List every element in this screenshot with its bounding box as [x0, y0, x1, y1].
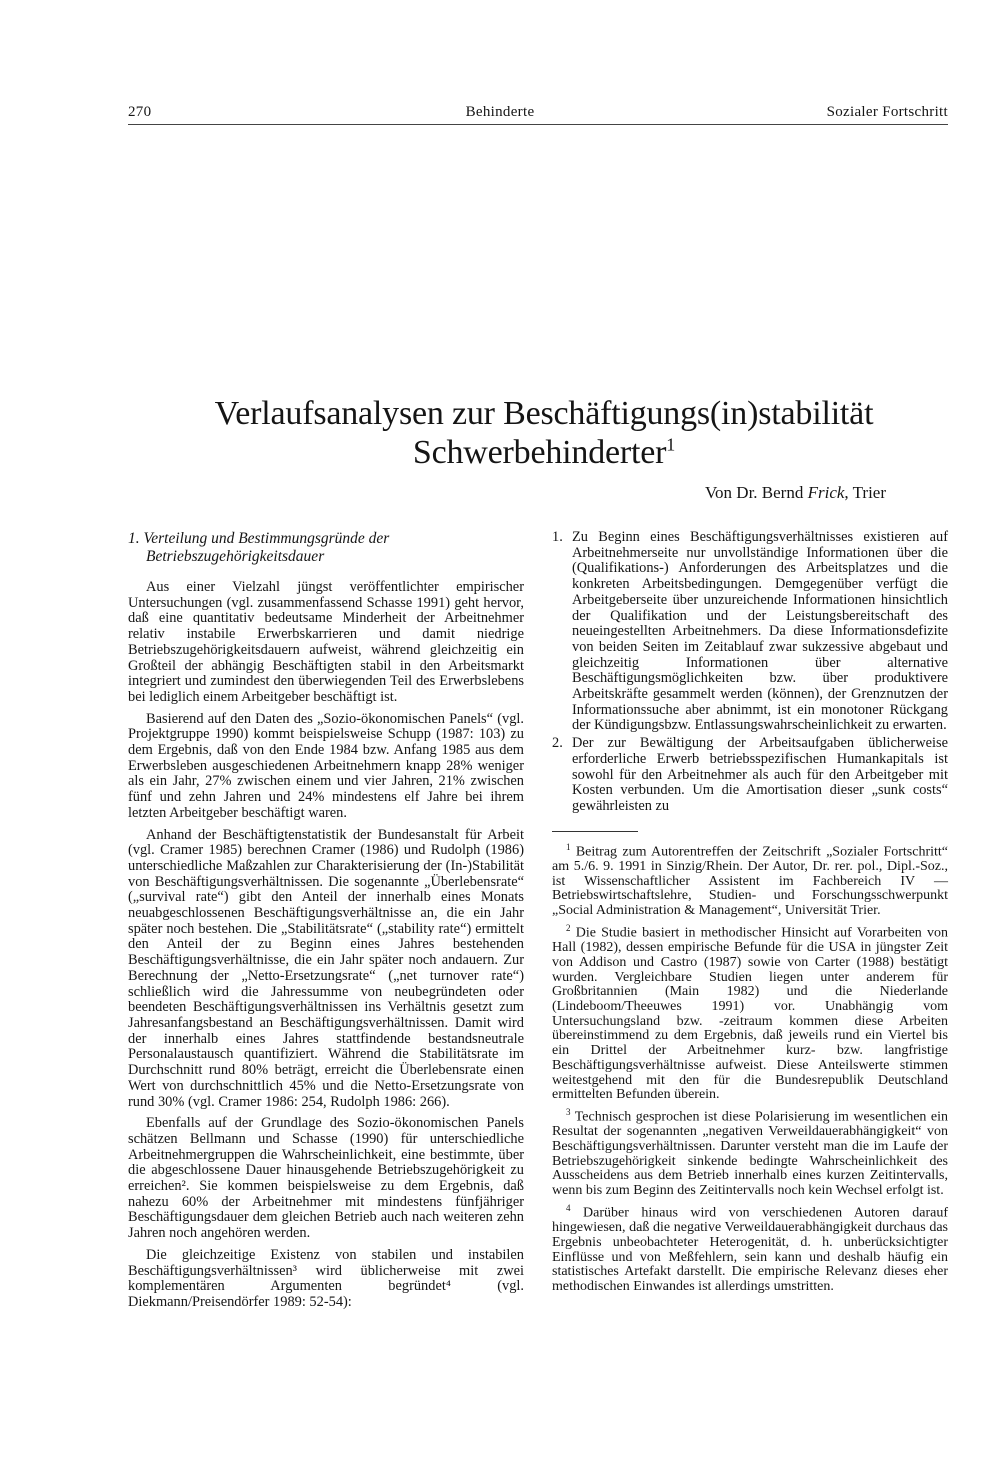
footnote-text: Technisch gesprochen ist diese Polarisierung im wesentlichen ein Resultat der sogenannten „negativen Verweildauerabhängigkeit“ von Beschäftigungsverhältnissen. Darunter versteht man die im Laufe der Betriebszugehörigkeit sinkende bedingte Wahrscheinlichkeit des Ausscheidens aus dem Betrieb innerhalb eines kurzen Zeitintervalls, wenn bis zum Beginn des Zeitintervalls noch kein Wechsel erfolgt ist.: [552, 1109, 949, 1199]
list-item-text: Zu Beginn eines Beschäftigungsverhältnisses existieren auf Arbeitnehmerseite nur unvollständige Informationen über die (Qualifikations-) Anforderungen des Arbeitsplatzes und die konkreten Arbeitsbedingungen. Demgegenüber verfügt die Arbeitgeberseite über unzureichende Informationen hinsichtlich der Qualifikation und der Leistungsbereitschaft des neueingestellten Arbeitnehmers. Da diese Informationsdefizite von beiden Seiten im Zeitablauf zwar sukzessive abgebaut und gleichzeitig Informationen über alternative Beschäftigungsmöglichkeiten bzw. über produktivere Arbeitskräfte gesammelt werden (können), der Grenznutzen der Informationssuche aber abnimmt, ist ein monotoner Rückgang der Kündigungsbzw. Entlassungswahrscheinlichkeit zu erwarten.: [572, 529, 948, 734]
footnote: [552, 921, 948, 1103]
title-line-2: [120, 433, 968, 472]
paragraph-1: Aus einer Vielzahl jüngst veröffentlichter empirischer Untersuchungen (vgl. zusammenfassend Schasse 1991) geht hervor, daß eine quantitativ bedeutsame Minderheit der Arbeitnehmer relativ instabile Erwerbskarrieren und damit niedrige Betriebszugehörigkeitsdauern aufweist, während gleichzeitig ein Großteil der abhängig Beschäftigten stabil in den Arbeitsmarkt integriert und zumindest den überwiegenden Teil des Erwerbslebens bei lediglich einem Arbeitgeber beschäftigt ist.: [128, 579, 524, 705]
title-line-2-text: Schwerbehinderter: [412, 434, 667, 471]
footnote-mark: 2: [566, 922, 571, 933]
author-name: Frick: [807, 483, 845, 502]
list-item-number: 1.: [552, 529, 563, 545]
list-item-text: Der zur Bewältigung der Arbeitsaufgaben üblicherweise erforderliche Erwerb betriebsspezifischen Humankapitals ist sowohl für den Arbeitnehmer als auch für den Arbeitgeber mit Kosten verbunden. Um die Amortisation dieser „sunk costs“ gewährleisten zu: [572, 735, 948, 814]
header-rule: [128, 124, 948, 125]
article-title: [120, 394, 968, 472]
footnote-text: Darüber hinaus wird von verschiedenen Autoren darauf hingewiesen, daß die negative Verweildauerabhängigkeit durchaus das Ergebnis unbeobachteter Heterogenität, d. h. unberücksichtigter Einflüsse und von Meßfehlern, sein kann und deshalb häufig ein statistisches Artefakt darstellt. Die empirische Relevanz dieses eher methodischen Einwandes ist allerdings umstritten.: [552, 1205, 948, 1294]
footnote-rule: [552, 831, 638, 832]
paragraph-2: Basierend auf den Daten des „Sozio-ökonomischen Panels“ (vgl. Projektgruppe 1990) kommt beispielsweise Schupp (1987: 103) zu dem Ergebnis, daß von den Ende 1984 bzw. Anfang 1985 aus dem Erwerbsleben ausgeschiedenen Arbeitnehmern knapp 28% weniger als ein Jahr, 27% zwischen einem und vier Jahren, 21% zwischen fünf und zehn Jahren und 24% mindestens elf Jahre bei ihrem letzten Arbeitgeber beschäftigt waren.: [128, 710, 524, 821]
footnote-text: Die Studie basiert in methodischer Hinsicht auf Vorarbeiten von Hall (1982), dessen empirische Befunde für die USA in jüngster Zeit von Addison und Castro (1987) sowie von Carter (1988) bestätigt wurden. Vergleichbare Studien liegen unter anderem für Großbritannien (Main 1982) und die Niederlande (Lindeboom/Theeuwes 1991) vor. Unabhängig vom Untersuchungsland bzw. -zeitraum kommen diese Arbeiten übereinstimmend zu dem Ergebnis, daß jeweils rund ein Viertel bis ein Drittel der Arbeitnehmer kurz- bzw. langfristige Beschäftigungsverhältnisse aufweist. Diese Anteilswerte stimmen weitestgehend mit den für die Bundesrepublik Deutschland ermittelten Befunden überein.: [552, 925, 948, 1103]
paragraph-3: Anhand der Beschäftigtenstatistik der Bundesanstalt für Arbeit (vgl. Cramer 1985) berechnen Cramer (1986) und Rudolph (1986) unterschiedliche Maßzahlen zur Charakterisierung der (In-)Stabilität von Beschäftigungsverhältnissen. Die sogenannte „Überlebensrate“ („survival rate“) gibt den Anteil der innerhalb eines Monats neuabgeschlossenen Beschäftigungsverhältnisse an, die ein Jahr später noch bestehen. Die „Stabilitätsrate“ („stability rate“) ermittelt den Anteil der zu Beginn eines Jahres bestehenden Beschäftigungsverhältnisse, die ein Jahr später noch andauern. Zur Berechnung der „Netto-Ersetzungsrate“ („net turnover rate“) schließlich wird die Jahressumme von neubegründeten oder beendeten Beschäftigungsverhältnissen ins Verhältnis gesetzt zum Jahresanfangsbestand an Beschäftigungsverhältnissen. Damit wird der innerhalb eines Jahres stattfindende bestandsneutrale Personalaustausch quantifiziert. Während die Stabilitätsrate im Durchschnitt rund 80% beträgt, erreicht die Überlebensrate einen Wert von durchschnittlich 45% und die Netto-Ersetzungsrate von rund 30% (vgl. Cramer 1986: 254, Rudolph 1986: 266).: [128, 826, 524, 1110]
paragraph-5: Die gleichzeitige Existenz von stabilen und instabilen Beschäftigungsverhältnissen³ wird üblicherweise mit zwei komplementären Argumenten begründet⁴ (vgl. Diekmann/Preisendörfer 1989: 52-54):: [128, 1246, 524, 1310]
author-prefix: Von Dr. Bernd: [704, 483, 808, 502]
footnote-mark: 4: [566, 1202, 571, 1213]
running-head-section: Behinderte: [465, 104, 535, 120]
paragraph-4: Ebenfalls auf der Grundlage des Sozio-ökonomischen Panels schätzen Bellmann und Schasse (1990) für unterschiedliche Arbeitnehmergruppen die Wahrscheinlichkeit, eine bestimmte, über die abgeschlossene Dauer hinausgehende Betriebszugehörigkeit zu erreichen². Sie kommen beispielsweise zu dem Ergebnis, daß nahezu 60% der Arbeitnehmer mit mindestens fünfjähriger Beschäftigungsdauer dem gleichen Betrieb auch nach weiteren zehn Jahren noch angehören werden.: [128, 1115, 524, 1242]
title-footnote-mark: 1: [666, 434, 676, 455]
page-number: 270: [128, 104, 152, 120]
footnote: [552, 840, 948, 919]
footnote-mark: 3: [566, 1106, 571, 1117]
section-heading: 1. Verteilung und Bestimmungsgründe der Betriebszugehörigkeitsdauer: [128, 530, 390, 565]
running-head-journal: Sozialer Fortschritt: [826, 104, 948, 120]
list-item: [552, 736, 948, 815]
list-item-number: 2.: [552, 735, 563, 752]
author-line: [0, 483, 886, 503]
footnote-text: Beitrag zum Autorentreffen der Zeitschrift „Sozialer Fortschritt“ am 5./6. 9. 1991 in Sinzig/Rhein. Der Autor, Dr. rer. pol., Dipl.-Soz., ist Wissenschaftlicher Assistent im Fachbereich IV — Betriebswirtschaftslehre, Studien- und Forschungsschwerpunkt „Social Administration & Management“, Universität Trier.: [552, 844, 949, 919]
title-line-1: Verlaufsanalysen zur Beschäftigungs(in)stabilität: [214, 395, 874, 432]
author-location: , Trier: [844, 483, 886, 502]
footnote-mark: 1: [566, 841, 571, 852]
list-item: [552, 530, 948, 734]
left-column: [128, 530, 524, 1317]
footnote: [552, 1105, 948, 1199]
footnote: [552, 1201, 948, 1295]
right-column: [552, 530, 948, 1297]
